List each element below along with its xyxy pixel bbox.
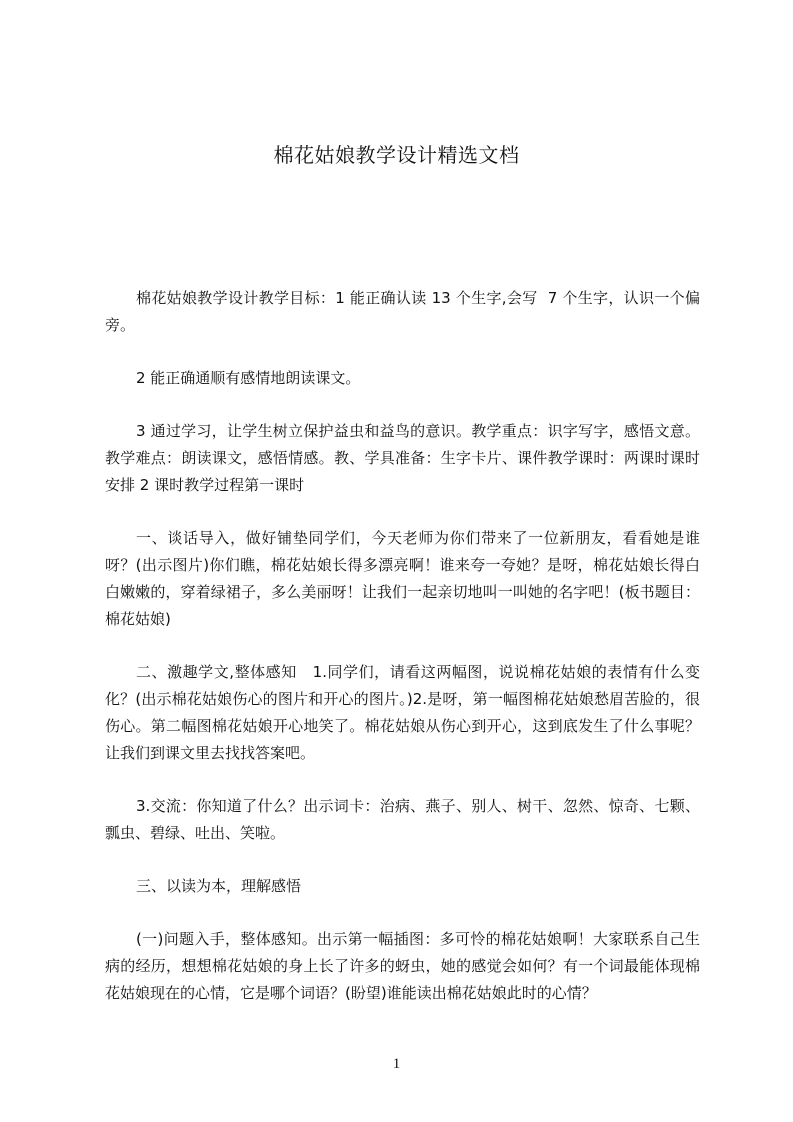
paragraph-goal-2: 2 能正确通顺有感情地朗读课文。 (136, 369, 361, 387)
paragraph-subsection-1: (一)问题入手，整体感知。出示第一幅插图：多可怜的棉花姑娘啊！大家联系自己生病的经历，想想棉花姑娘的身上长了许多的蚜虫，她的感觉会如何？有一个词最能体现棉花姑娘现在的心情，它是哪个词语？(盼望)谁能读出棉花姑娘此时的心情？ (105, 930, 700, 1002)
paragraph-goal-3: 3 通过学习，让学生树立保护益虫和益鸟的意识。教学重点：识字写字，感悟文意。教学难点：朗读课文，感悟情感。教、学具准备：生字卡片、课件教学课时：两课时课时安排 2 课时教学过程第一课时 (105, 422, 700, 494)
paragraph-teaching-goals: 棉花姑娘教学设计教学目标：1 能正确认读 13 个生字,会写 7 个生字，认识一个偏旁。 (105, 289, 700, 334)
paragraph-section-3: 三、以读为本，理解感悟 (136, 877, 302, 895)
paragraph-exchange: 3.交流：你知道了什么？出示词卡：治病、燕子、别人、树干、忽然、惊奇、七颗、瓢虫、碧绿、吐出、笑啦。 (105, 797, 700, 842)
document-title: 棉花姑娘教学设计精选文档 (273, 143, 520, 167)
page-number: 1 (392, 1056, 401, 1072)
document-body (105, 285, 700, 1033)
paragraph-section-2: 二、激趣学文,整体感知 1.同学们，请看这两幅图，说说棉花姑娘的表情有什么变化？(出示棉花姑娘伤心的图片和开心的图片。)2.是呀，第一幅图棉花姑娘愁眉苦脸的，很伤心。第二幅图棉花姑娘开心地笑了。棉花姑娘从伤心到开心，这到底发生了什么事呢？让我们到课文里去找找答案吧。 (105, 663, 700, 762)
paragraph-section-1: 一、谈话导入，做好铺垫同学们，今天老师为你们带来了一位新朋友，看看她是谁呀？(出示图片)你们瞧，棉花姑娘长得多漂亮啊！谁来夸一夸她？是呀，棉花姑娘长得白白嫩嫩的，穿着绿裙子，多么美丽呀！让我们一起亲切地叫一叫她的名字吧！(板书题目：棉花姑娘) (105, 529, 700, 628)
